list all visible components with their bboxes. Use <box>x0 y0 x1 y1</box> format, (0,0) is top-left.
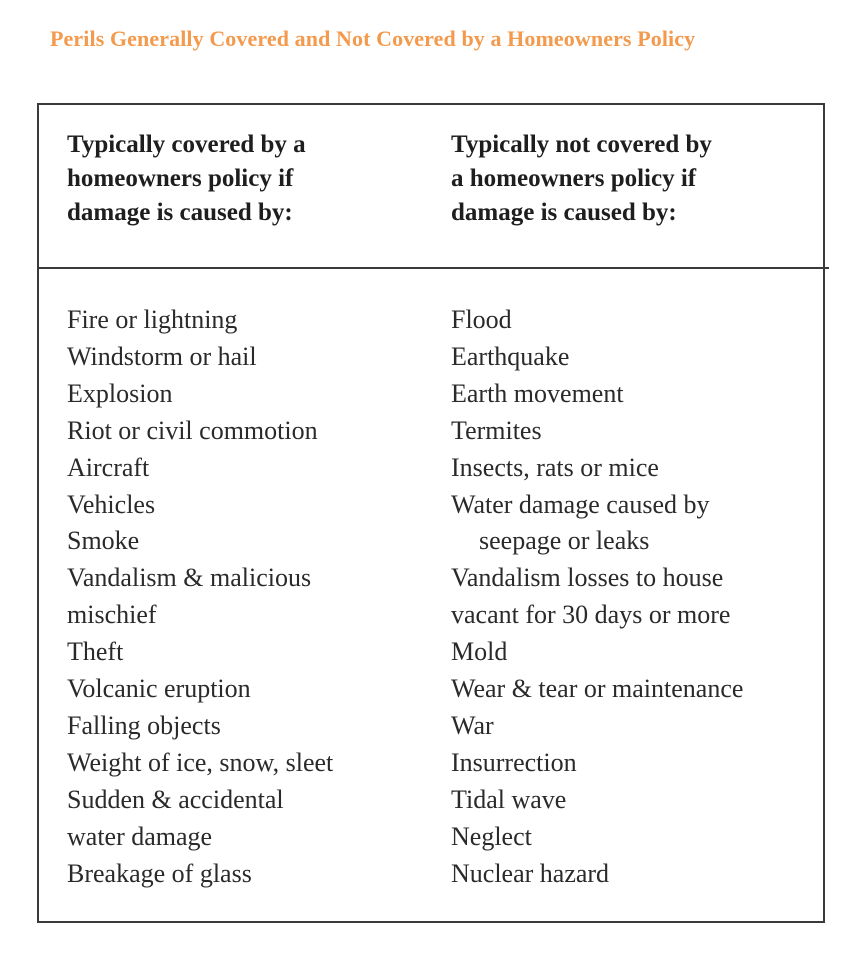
not-covered-peril-item: Nuclear hazard <box>451 858 610 888</box>
not-covered-peril-item: Wear & tear or maintenance <box>451 674 744 704</box>
covered-peril-item: Riot or civil commotion <box>67 415 318 445</box>
header-divider <box>37 267 829 269</box>
not-covered-header-line: Typically not covered by <box>451 131 712 158</box>
not-covered-peril-item: Mold <box>451 637 508 667</box>
not-covered-peril-item: Termites <box>451 415 542 445</box>
not-covered-header-line: a homeowners policy if <box>451 165 697 192</box>
not-covered-peril-item: vacant for 30 days or more <box>451 600 731 630</box>
not-covered-peril-item: Water damage caused by <box>451 489 710 519</box>
not-covered-peril-item: Vandalism losses to house <box>451 563 724 593</box>
covered-peril-item: Breakage of glass <box>67 858 252 888</box>
covered-peril-item: Weight of ice, snow, sleet <box>67 747 334 777</box>
covered-peril-item: Sudden & accidental <box>67 784 284 814</box>
covered-peril-item: Smoke <box>67 526 140 556</box>
not-covered-peril-item: seepage or leaks <box>479 526 650 556</box>
not-covered-peril-item: Tidal wave <box>451 784 567 814</box>
not-covered-peril-item: Neglect <box>451 821 532 851</box>
not-covered-peril-item: War <box>451 710 494 740</box>
not-covered-column-header <box>451 128 712 230</box>
not-covered-peril-item: Insects, rats or mice <box>451 452 659 482</box>
not-covered-peril-item: Earthquake <box>451 341 570 371</box>
not-covered-peril-item: Flood <box>451 305 512 334</box>
covered-peril-item: Vehicles <box>67 489 156 519</box>
covered-column-header <box>67 128 306 230</box>
covered-peril-item: Aircraft <box>67 452 150 482</box>
not-covered-perils-list <box>451 302 743 893</box>
covered-peril-item: Falling objects <box>67 710 221 740</box>
covered-peril-item: Theft <box>67 637 124 667</box>
not-covered-peril-item: Insurrection <box>451 747 577 777</box>
covered-perils-list <box>67 302 333 893</box>
covered-header-line: homeowners policy if <box>67 165 294 192</box>
covered-peril-item: Windstorm or hail <box>67 341 257 371</box>
covered-peril-item: Fire or lightning <box>67 305 238 334</box>
covered-header-line: Typically covered by a <box>67 131 306 158</box>
covered-header-line: damage is caused by: <box>67 199 293 226</box>
covered-peril-item: Volcanic eruption <box>67 674 251 704</box>
covered-peril-item: Vandalism & malicious <box>67 563 312 593</box>
page-title: Perils Generally Covered and Not Covered by a Homeowners Policy <box>50 26 696 51</box>
covered-peril-item: Explosion <box>67 378 173 408</box>
covered-peril-item: mischief <box>67 600 157 630</box>
not-covered-peril-item: Earth movement <box>451 378 624 408</box>
not-covered-header-line: damage is caused by: <box>451 199 677 226</box>
covered-peril-item: water damage <box>67 821 213 851</box>
